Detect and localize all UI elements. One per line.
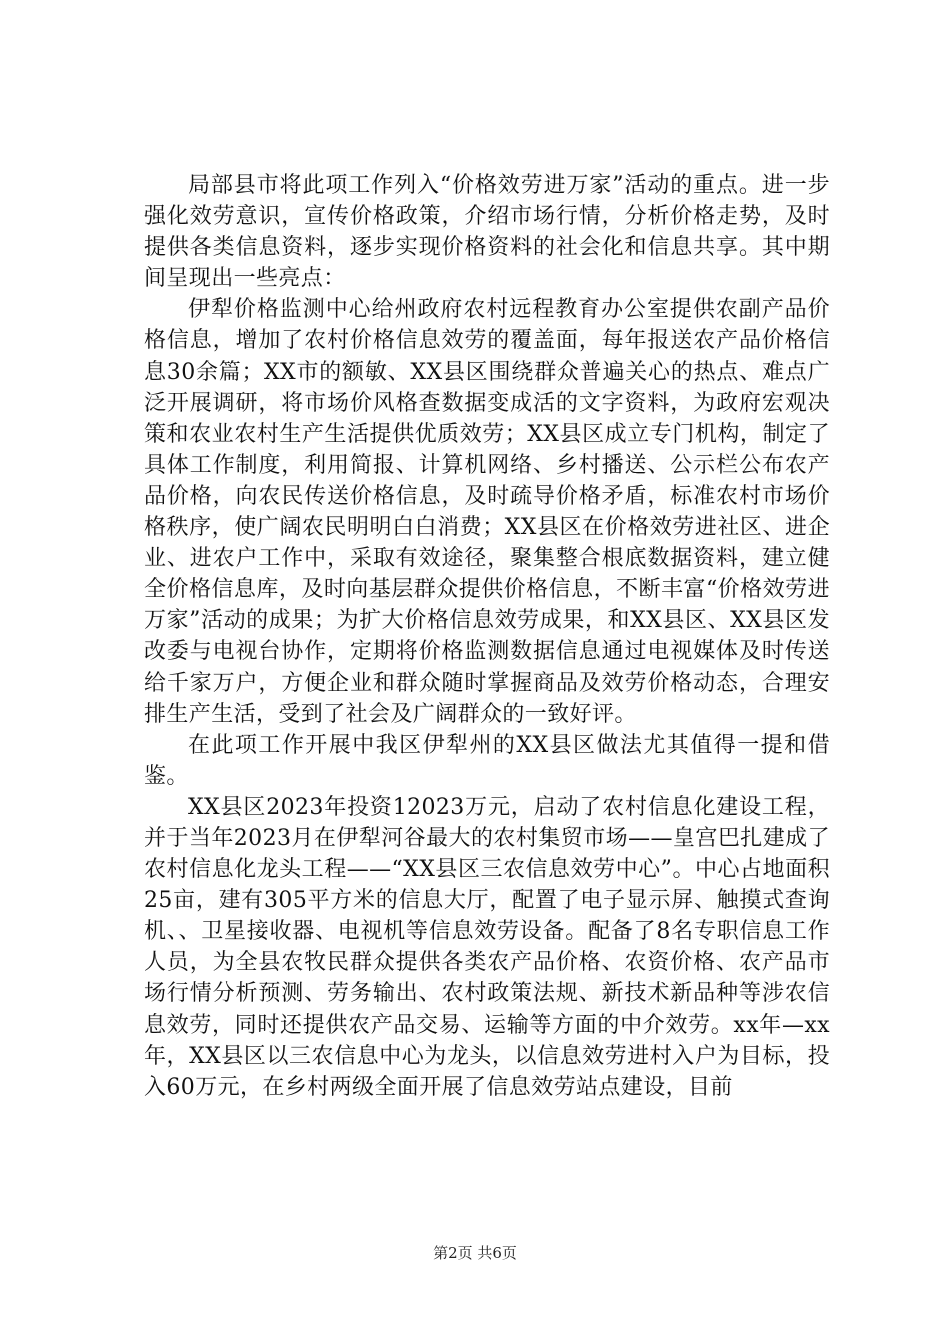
page-footer [0,1243,950,1263]
paragraph-1: 局部县市将此项工作列入“价格效劳进万家”活动的重点。进一步强化效劳意识，宣传价格政策，介绍市场行情，分析价格走势，及时提供各类信息资料，逐步实现价格资料的社会化和信息共享。其中期间呈现出一些亮点： [144,173,830,292]
page-number: 第2页 共6页 [433,1244,517,1262]
paragraph-2: 伊犁价格监测中心给州政府农村远程教育办公室提供农副产品价格信息，增加了农村价格信息效劳的覆盖面，每年报送农产品价格信息30余篇；XX市的额敏、XX县区围绕群众普遍关心的热点、难点广泛开展调研，将市场价风格查数据变成活的文字资料，为政府宏观决策和农业农村生产生活提供优质效劳；XX县区成立专门机构，制定了具体工作制度，利用简报、计算机网络、乡村播送、公示栏公布农产品价格，向农民传送价格信息，及时疏导价格矛盾，标准农村市场价格秩序，使广阔农民明明白白消费；XX县区在价格效劳进社区、进企业、进农户工作中，采取有效途径，聚集整合根底数据资料，建立健全价格信息库，及时向基层群众提供价格信息，不断丰富“价格效劳进万家”活动的成果；为扩大价格信息效劳成果，和XX县区、XX县区发改委与电视台协作，定期将价格监测数据信息通过电视媒体及时传送给千家万户，方便企业和群众随时掌握商品及效劳价格动态，合理安排生产生活，受到了社会及广阔群众的一致好评。 [144,297,830,727]
paragraph-4: XX县区2023年投资12023万元，启动了农村信息化建设工程，并于当年2023月在伊犁河谷最大的农村集贸市场——皇宫巴扎建成了农村信息化龙头工程——“XX县区三农信息效劳中心”。中心占地面积25亩，建有305平方米的信息大厅，配置了电子显示屏、触摸式查询机、、卫星接收器、电视机等信息效劳设备。配备了8名专职信息工作人员，为全县农牧民群众提供各类农产品价格、农资价格、农产品市场行情分析预测、劳务输出、农村政策法规、新技术新品种等涉农信息效劳，同时还提供农产品交易、运输等方面的中介效劳。xx年—xx年，XX县区以三农信息中心为龙头，以信息效劳进村入户为目标，投入60万元，在乡村两级全面开展了信息效劳站点建设，目前 [144,794,830,1100]
paragraph-3: 在此项工作开展中我区伊犁州的XX县区做法尤其值得一提和借鉴。 [144,732,830,789]
body-text [144,170,830,1103]
